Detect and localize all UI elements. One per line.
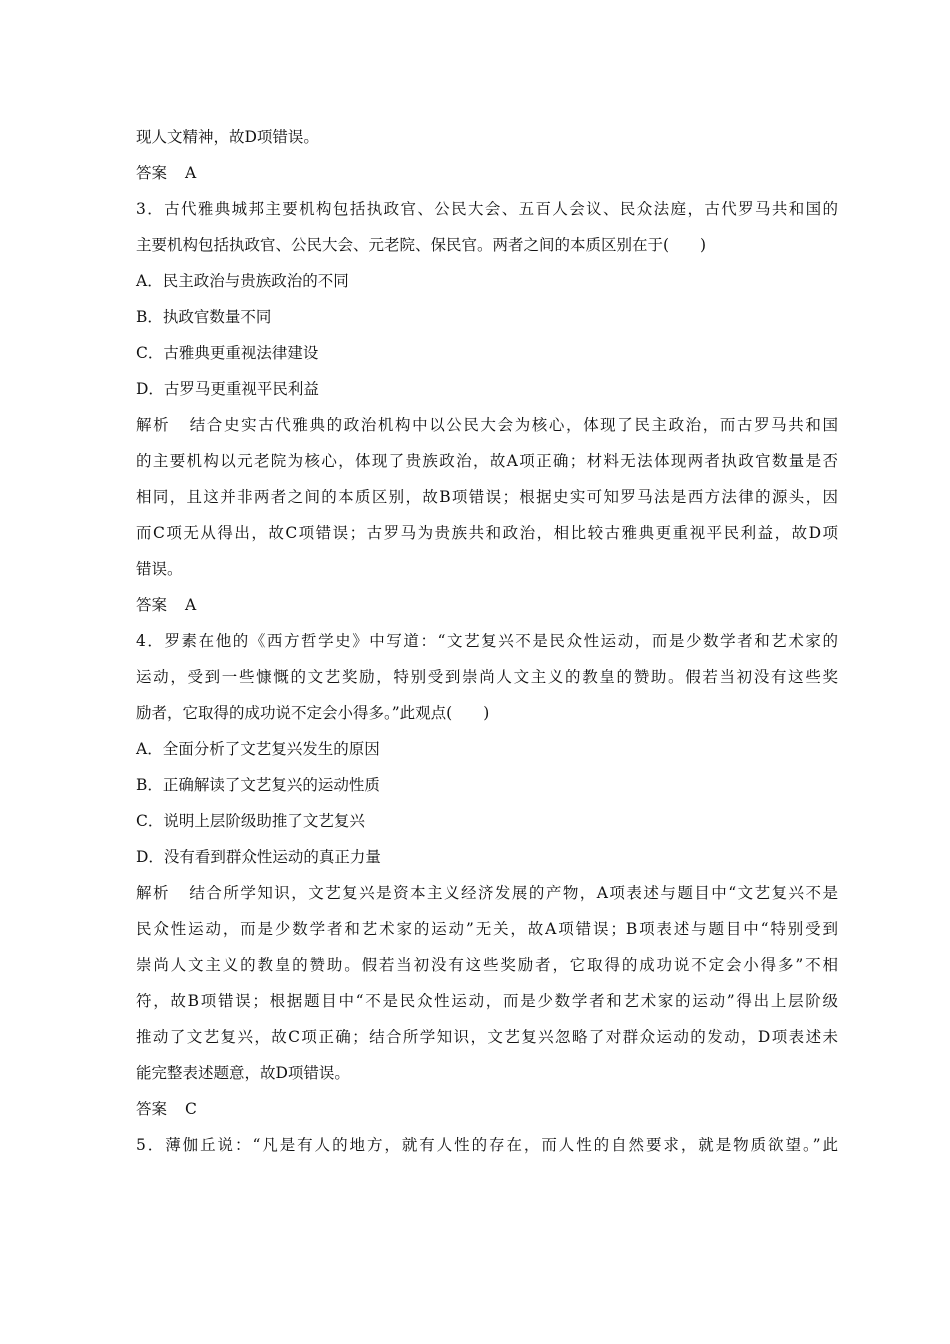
- text-line: D．古罗马更重视平民利益: [136, 380, 319, 398]
- answer-label: 答案: [136, 164, 168, 182]
- analysis-text: 结合史实古代雅典的政治机构中以公民大会为核心，体现了民主政治，而古罗马共和国: [188, 416, 838, 434]
- text-line: 而C项无从得出，故C项错误；古罗马为贵族共和政治，相比较古雅典更重视平民利益，故D项: [136, 524, 838, 542]
- text-line: B．正确解读了文艺复兴的运动性质: [136, 776, 380, 794]
- text-line: 相同，且这并非两者之间的本质区别，故B项错误；根据史实可知罗马法是西方法律的源头，因: [136, 488, 838, 506]
- answer-value: A: [185, 164, 197, 182]
- text-line: 错误。: [136, 560, 183, 578]
- text-line: 符，故B项错误；根据题目中“不是民众性运动，而是少数学者和艺术家的运动”得出上层阶级: [136, 992, 838, 1010]
- text-line: 崇尚人文主义的教皇的赞助。假若当初没有这些奖励者，它取得的成功说不定会小得多”不相: [136, 956, 838, 974]
- text-line: A．全面分析了文艺复兴发生的原因: [136, 740, 380, 758]
- text-line: 现人文精神，故D项错误。: [136, 128, 319, 146]
- text-line: 运动，受到一些慷慨的文艺奖励，特别受到崇尚人文主义的教皇的赞助。假若当初没有这些奖: [136, 668, 838, 686]
- text-line: 主要机构包括执政官、公民大会、元老院、保民官。两者之间的本质区别在于( ): [136, 236, 707, 254]
- text-line: C．古雅典更重视法律建设: [136, 344, 319, 362]
- answer-line: [136, 590, 838, 626]
- answer-value: C: [185, 1100, 197, 1118]
- text-line: D．没有看到群众性运动的真正力量: [136, 848, 381, 866]
- answer-line: [136, 158, 838, 194]
- text-line: 能完整表述题意，故D项错误。: [136, 1064, 350, 1082]
- answer-label: 答案: [136, 1100, 168, 1118]
- text-line: 励者，它取得的成功说不定会小得多。”此观点( ): [136, 704, 490, 722]
- analysis-line: [136, 878, 838, 914]
- text-line: B．执政官数量不同: [136, 308, 272, 326]
- answer-value: A: [185, 596, 197, 614]
- analysis-line: [136, 410, 838, 446]
- text-line: 5．薄伽丘说：“凡是有人的地方，就有人性的存在，而人性的自然要求，就是物质欲望。”此: [136, 1136, 838, 1154]
- answer-label: 答案: [136, 596, 168, 614]
- text-line: 推动了文艺复兴，故C项正确；结合所学知识，文艺复兴忽略了对群众运动的发动，D项表述未: [136, 1028, 838, 1046]
- text-line: 民众性运动，而是少数学者和艺术家的运动”无关，故A项错误；B项表述与题目中“特别受到: [136, 920, 838, 938]
- text-line: 3．古代雅典城邦主要机构包括执政官、公民大会、五百人会议、民众法庭，古代罗马共和国的: [136, 200, 838, 218]
- text-line: 4．罗素在他的《西方哲学史》中写道：“文艺复兴不是民众性运动，而是少数学者和艺术家的: [136, 632, 838, 650]
- text-line: A．民主政治与贵族政治的不同: [136, 272, 349, 290]
- analysis-label: 解析: [136, 884, 170, 902]
- document-body: [136, 122, 838, 1166]
- analysis-text: 结合所学知识，文艺复兴是资本主义经济发展的产物，A项表述与题目中“文艺复兴不是: [187, 884, 838, 902]
- answer-line: [136, 1094, 838, 1130]
- text-line: C．说明上层阶级助推了文艺复兴: [136, 812, 365, 830]
- analysis-label: 解析: [136, 416, 171, 434]
- text-line: 的主要机构以元老院为核心，体现了贵族政治，故A项正确；材料无法体现两者执政官数量是否: [136, 452, 838, 470]
